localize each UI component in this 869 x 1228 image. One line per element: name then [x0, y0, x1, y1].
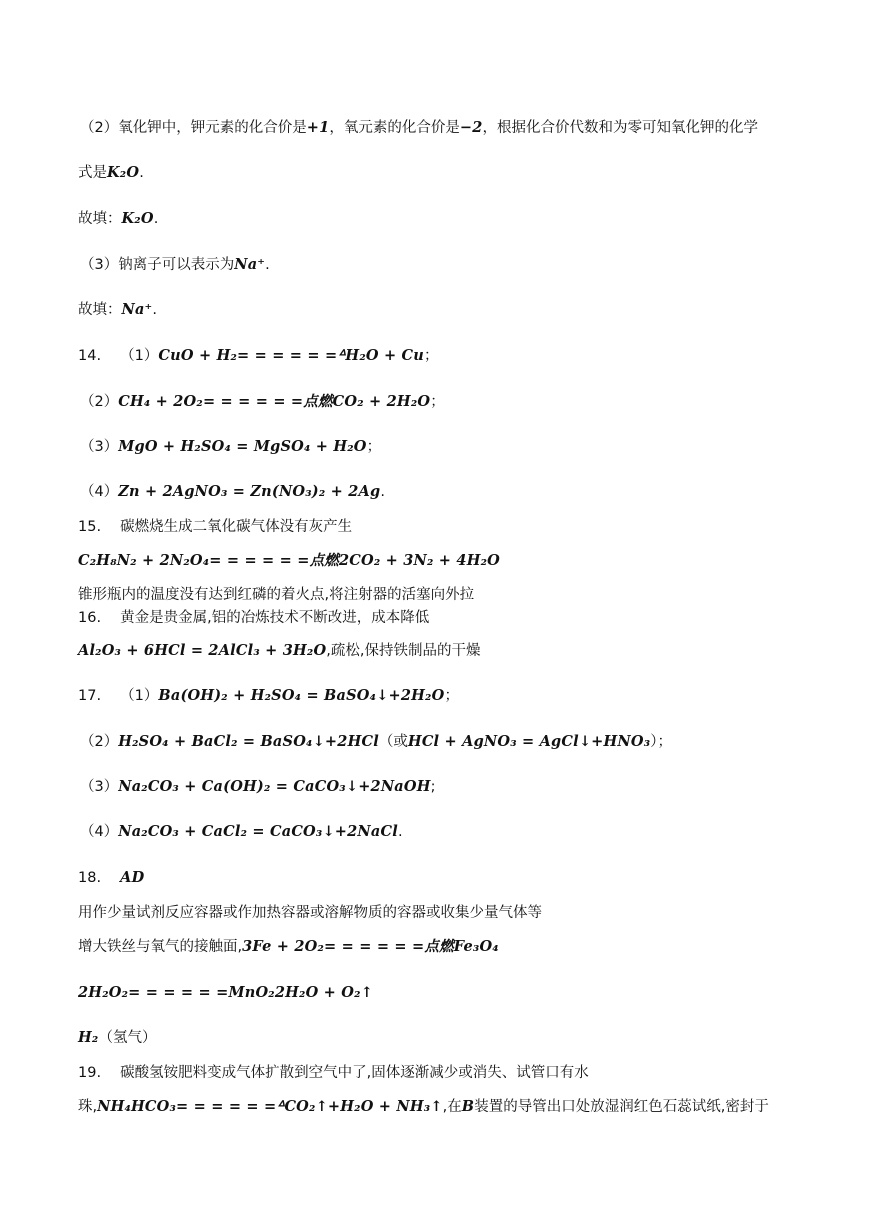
text-line [78, 686, 459, 706]
line-text: . [139, 165, 144, 181]
line-text: ； [366, 439, 382, 455]
text-line [78, 1063, 589, 1083]
text-line [80, 732, 672, 752]
line-text: ,疏松,保持铁制品的干燥 [326, 643, 481, 659]
text-line [78, 551, 500, 571]
line-text: 14. （1） [78, 348, 159, 364]
line-text: （2） [80, 734, 119, 750]
formula: K₂O [121, 210, 154, 227]
line-text: 故填： [78, 302, 122, 318]
formula: 3Fe + 2O₂= = = = = =点燃Fe₃O₄ [242, 938, 499, 955]
line-text: （3） [80, 439, 119, 455]
text-line [78, 300, 157, 320]
text-line [78, 209, 158, 229]
line-text: （3）钠离子可以表示为 [80, 257, 235, 273]
text-line [80, 777, 436, 797]
line-text: 故填： [78, 211, 122, 227]
text-line [78, 163, 144, 183]
line-text: 锥形瓶内的温度没有达到红磷的着火点,将注射器的活塞向外拉 [78, 587, 475, 603]
text-line [80, 118, 758, 138]
text-line [78, 983, 373, 1003]
formula: Na⁺ [121, 301, 153, 318]
formula: +1 [306, 119, 330, 136]
text-line [80, 822, 403, 842]
line-text: ； [424, 348, 439, 364]
text-line [78, 868, 144, 888]
line-text: 式是 [78, 165, 107, 181]
line-text: 珠, [78, 1099, 98, 1115]
text-line [78, 1097, 769, 1117]
text-line [78, 517, 352, 537]
line-text: ，氧元素的化合价是 [329, 120, 460, 136]
line-text: 增大铁丝与氧气的接触面, [78, 939, 243, 955]
text-line [78, 903, 542, 923]
text-line [78, 937, 499, 957]
line-text: ，根据化合价代数和为零可知氧化钾的化学 [482, 120, 759, 136]
line-text: 17. （1） [78, 688, 159, 704]
line-text: ; [430, 779, 436, 795]
formula: MgO + H₂SO₄ = MgSO₄ + H₂O [118, 438, 367, 455]
formula: C₂H₈N₂ + 2N₂O₄= = = = = =点燃2CO₂ + 3N₂ + 4H₂O [78, 552, 500, 569]
formula: HCl + AgNO₃ = AgCl↓+HNO₃ [407, 733, 651, 750]
line-text: （2）氧化钾中，钾元素的化合价是 [80, 120, 307, 136]
formula: B [461, 1098, 475, 1115]
line-text: （或 [378, 734, 408, 750]
line-text: . [397, 824, 403, 840]
formula: AD [120, 869, 145, 886]
line-text: ； [444, 688, 459, 704]
line-text: 装置的导管出口处放湿润红色石蕊试纸,密封于 [474, 1099, 769, 1115]
formula: K₂O [107, 164, 140, 181]
text-line [78, 1028, 156, 1048]
line-text: （4） [80, 484, 119, 500]
text-line [78, 585, 474, 605]
line-text: ； [430, 394, 445, 410]
line-text: 15. 碳燃烧生成二氧化碳气体没有灰产生 [78, 519, 353, 535]
line-text: 19. 碳酸氢铵肥料变成气体扩散到空气中了,固体逐渐减少或消失、试管口有水 [78, 1065, 589, 1081]
text-line [80, 437, 381, 457]
line-text: （2） [80, 394, 119, 410]
line-text: 用作少量试剂反应容器或作加热容器或溶解物质的容器或收集少量气体等 [78, 905, 542, 921]
text-line [80, 255, 270, 275]
text-line [78, 608, 429, 628]
text-line [78, 346, 439, 366]
line-text: （3） [80, 779, 119, 795]
line-text: ,在 [442, 1099, 462, 1115]
line-text: （氢气） [98, 1030, 157, 1046]
formula: CuO + H₂= = = = = =ᐞH₂O + Cu [158, 347, 425, 364]
formula: Na₂CO₃ + Ca(OH)₂ = CaCO₃↓+2NaOH [118, 778, 431, 795]
formula: NH₄HCO₃= = = = = =ᐞCO₂↑+H₂O + NH₃↑ [97, 1098, 443, 1115]
formula: H₂SO₄ + BaCl₂ = BaSO₄↓+2HCl [118, 733, 379, 750]
line-text: . [380, 484, 385, 500]
formula: Na₂CO₃ + CaCl₂ = CaCO₃↓+2NaCl [118, 823, 398, 840]
line-text: 18. [78, 870, 121, 886]
text-line [80, 392, 445, 412]
line-text: . [152, 302, 158, 318]
line-text: ）； [650, 734, 673, 750]
line-text: . [265, 257, 270, 273]
line-text: . [153, 211, 159, 227]
formula: −2 [459, 119, 483, 136]
formula: 2H₂O₂= = = = = =MnO₂2H₂O + O₂↑ [78, 984, 373, 1001]
formula: Ba(OH)₂ + H₂SO₄ = BaSO₄↓+2H₂O [158, 687, 445, 704]
line-text: 16. 黄金是贵金属,铝的冶炼技术不断改进，成本降低 [78, 610, 430, 626]
formula: Zn + 2AgNO₃ = Zn(NO₃)₂ + 2Ag [118, 483, 381, 500]
formula: H₂ [78, 1029, 99, 1046]
line-text: （4） [80, 824, 119, 840]
formula: Al₂O₃ + 6HCl = 2AlCl₃ + 3H₂O [78, 642, 327, 659]
formula: CH₄ + 2O₂= = = = = =点燃CO₂ + 2H₂O [118, 393, 431, 410]
text-line [78, 641, 481, 661]
text-line [80, 482, 385, 502]
formula: Na⁺ [234, 256, 266, 273]
